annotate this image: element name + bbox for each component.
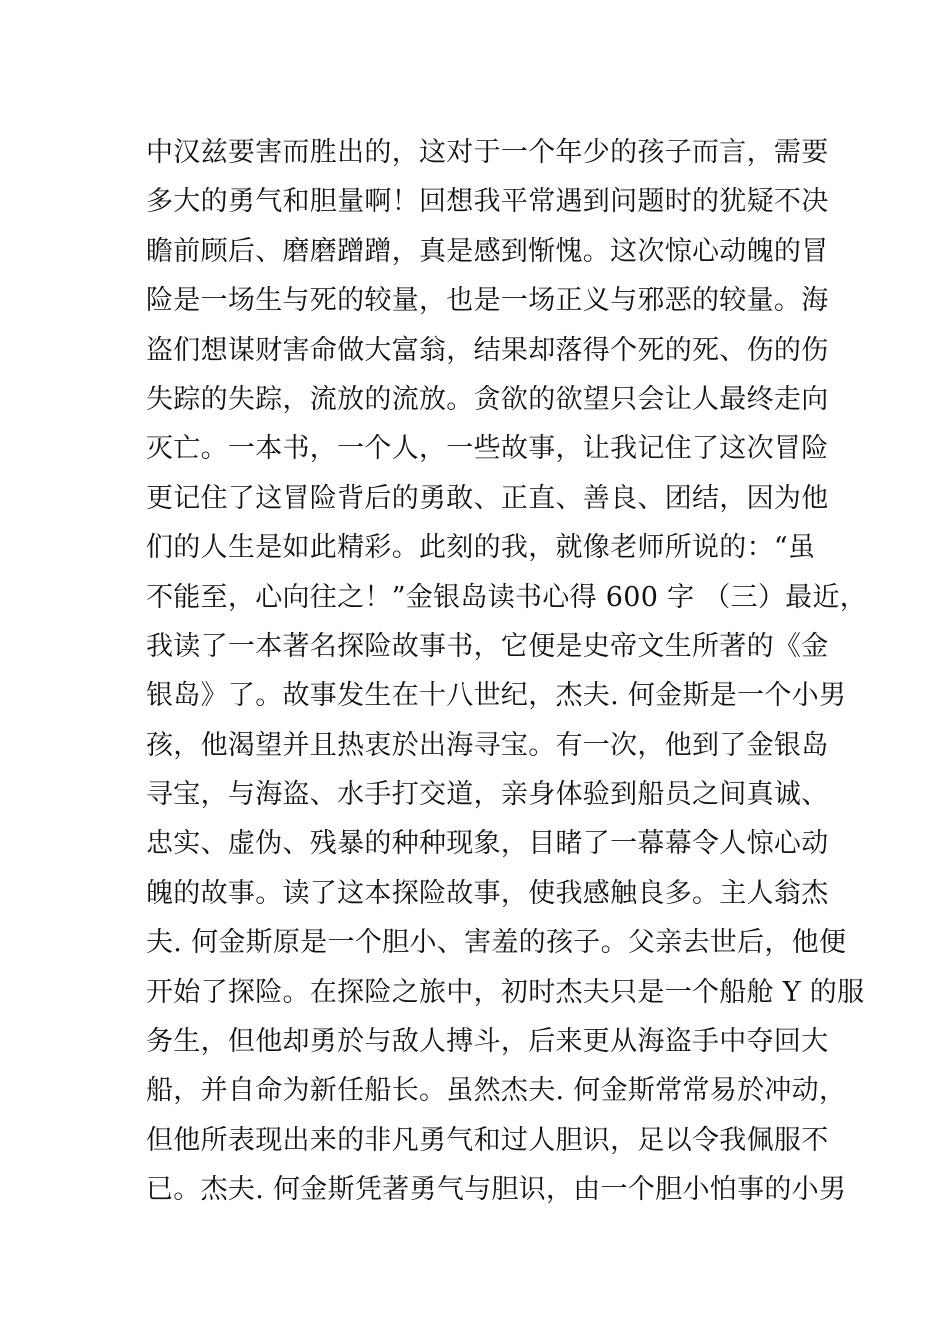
text-line: 失踪的失踪，流放的流放。贪欲的欲望只会让人最终走向	[146, 383, 829, 415]
text-line: 银岛》了。故事发生在十八世纪，杰夫. 何金斯是一个小男	[146, 680, 847, 712]
text-line: 中汉兹要害而胜出的，这对于一个年少的孩子而言，需要	[146, 137, 829, 168]
text-line: 魄的故事。读了这本探险故事，使我感触良多。主人翁杰	[146, 877, 829, 909]
text-line: 但他所表现出来的非凡勇气和过人胆识，足以令我佩服不	[146, 1124, 829, 1156]
text-line: 开始了探险。在探险之旅中，初时杰夫只是一个船舱 Y 的服	[146, 976, 865, 1008]
text-line: 们的人生是如此精彩。此刻的我，就像老师所说的：“虽	[146, 532, 816, 564]
text-line: 我读了一本著名探险故事书，它便是史帝文生所著的《金	[146, 630, 829, 662]
text-line: 船，并自命为新任船长。虽然杰夫. 何金斯常常易於冲动，	[146, 1075, 847, 1107]
text-line: 夫. 何金斯原是一个胆小、害羞的孩子。父亲去世后，他便	[146, 927, 847, 959]
body-text	[146, 128, 868, 1215]
text-line: 寻宝，与海盗、水手打交道，亲身体验到船员之间真诚、	[146, 779, 829, 811]
text-line: 已。杰夫. 何金斯凭著勇气与胆识，由一个胆小怕事的小男	[146, 1174, 847, 1206]
text-line: 盗们想谋财害命做大富翁，结果却落得个死的死、伤的伤	[146, 334, 829, 366]
text-line: 忠实、虚伪、残暴的种种现象，目睹了一幕幕令人惊心动	[146, 828, 829, 860]
text-line: 孩，他渴望并且热衷於出海寻宝。有一次，他到了金银岛	[146, 729, 829, 761]
text-line: 险是一场生与死的较量，也是一场正义与邪恶的较量。海	[146, 285, 829, 317]
text-line: 灭亡。一本书，一个人，一些故事，让我记住了这次冒险	[146, 433, 829, 465]
text-line: 多大的勇气和胆量啊！回想我平常遇到问题时的犹疑不决	[146, 186, 829, 218]
text-line: 瞻前顾后、磨磨蹭蹭，真是感到惭愧。这次惊心动魄的冒	[146, 235, 829, 267]
text-line: 务生，但他却勇於与敌人搏斗，后来更从海盗手中夺回大	[146, 1026, 829, 1058]
text-line: 更记住了这冒险背后的勇敢、正直、善良、团结，因为他	[146, 482, 829, 514]
text-line: 不能至，心向往之！”金银岛读书心得 600 字 （三）最近，	[146, 581, 868, 613]
